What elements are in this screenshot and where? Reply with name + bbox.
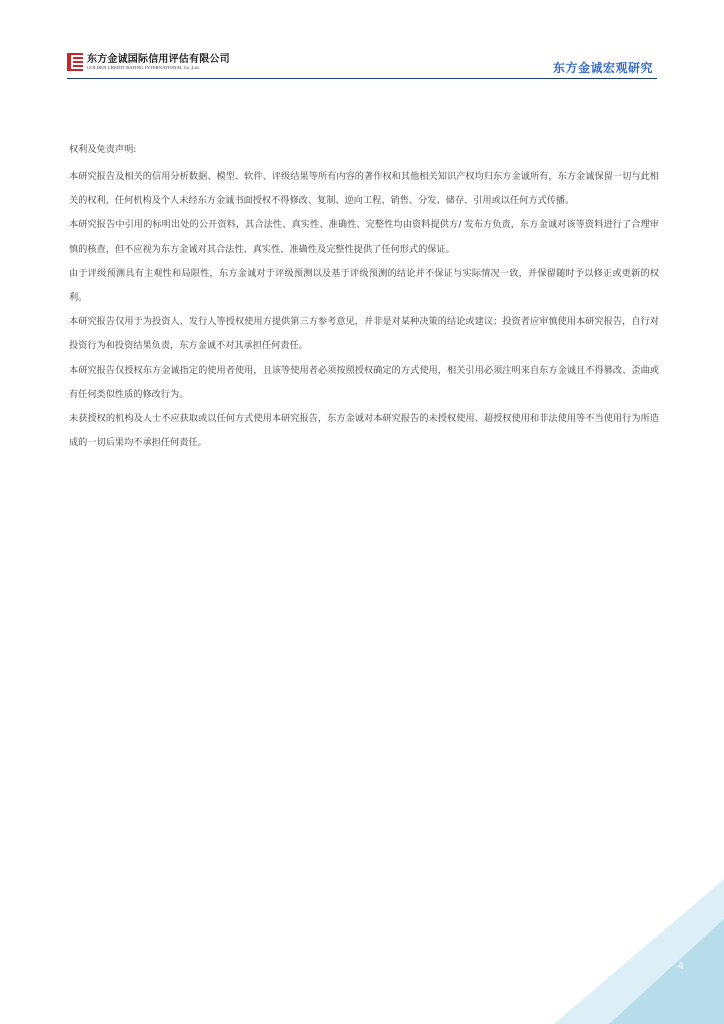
disclaimer-section [69,143,659,455]
disclaimer-paragraph: 本研究报告仅用于为投资人、发行人等授权使用方提供第三方参考意见，并非是对某种决策的结论或建议；投资者应审慎使用本研究报告，自行对投资行为和投资结果负责，东方金诚不对其承担任何责任。 [69,316,659,352]
disclaimer-paragraph: 本研究报告及相关的信用分析数据、模型、软件、评级结果等所有内容的著作权和其他相关知识产权均归东方金诚所有，东方金诚保留一切与此相关的权利，任何机构及个人未经东方金诚书面授权不得修改、复制、逆向工程、销售、分发、储存、引用或以任何方式传播。 [69,171,659,207]
page-number: 4 [677,961,684,972]
disclaimer-title: 权利及免责声明: [69,144,137,155]
disclaimer-paragraph: 由于评级预测具有主观性和局限性，东方金诚对于评级预测以及基于评级预测的结论并不保证与实际情况一致，并保留随时予以修正或更新的权利。 [69,267,659,304]
corner-decoration [554,879,724,1024]
disclaimer-paragraph: 本研究报告仅授权东方金诚指定的使用者使用，且该等使用者必须按照授权确定的方式使用，相关引用必须注明来自东方金诚且不得篡改、歪曲或有任何类似性质的修改行为。 [69,364,659,400]
page-header [67,50,657,79]
company-name-cn: 东方金诚国际信用评估有限公司 [87,53,230,65]
company-logo [67,52,230,72]
disclaimer-paragraph: 本研究报告中引用的标明出处的公开资料，其合法性、真实性、准确性、完整性均由资料提供方/ 发布方负责，东方金诚对该等资料进行了合理审慎的核查，但不应视为东方金诚对其合法性、真实性、准确性及完整性提供了任何形式的保证。 [69,219,659,255]
report-series-title: 东方金诚宏观研究 [552,61,653,75]
company-logo-icon [67,53,83,71]
company-name-en: GOLDEN CREDIT RATING INTERNATIONAL Co.,Ltd. [87,64,200,70]
disclaimer-paragraph: 未获授权的机构及人士不应获取或以任何方式使用本研究报告，东方金诚对本研究报告的未授权使用、超授权使用和非法使用等不当使用行为所造成的一切后果均不承担任何责任。 [69,413,659,449]
